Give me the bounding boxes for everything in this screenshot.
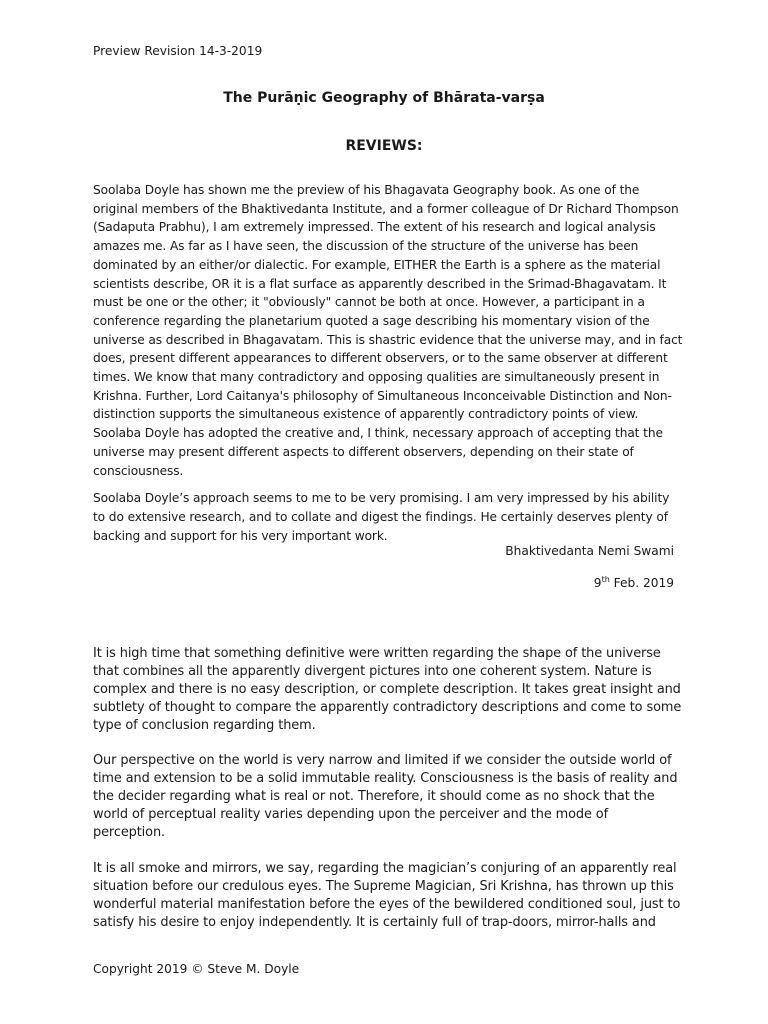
- date-suffix: th: [601, 575, 610, 584]
- review-paragraph: Soolaba Doyle’s approach seems to me to be very promising. I am very impressed by his ability to do extensive research, and to collate and digest the findings. He certainly deserves plenty of backing and support for his very important work.: [93, 491, 670, 543]
- date-month-year: Feb. 2019: [609, 576, 674, 591]
- document-title: The Purāṇic Geography of Bhārata-varṣa: [223, 90, 545, 106]
- review-second: [93, 645, 683, 949]
- reviews-heading: REVIEWS:: [345, 138, 423, 154]
- review-date: [594, 575, 674, 590]
- copyright-footer: Copyright 2019 © Steve M. Doyle: [93, 962, 300, 976]
- review-paragraph: Soolaba Doyle has shown me the preview of his Bhagavata Geography book. As one of the original members of the Bhaktivedanta Institute, and a former colleague of Dr Richard Thompson (Sadaputa Prabhu), I am extremely impressed. The extent of his research and logical analysis amazes me. As far as I have seen, the discussion of the structure of the universe has been dominated by an either/or dialectic. For example, EITHER the Earth is a sphere as the material scientists describe, OR it is a flat surface as apparently described in the Srimad-Bhagavatam. It must be one or the other; it "obviously" cannot be both at once. However, a participant in a conference regarding the planetarium quoted a sage describing his momentary vision of the universe as described in Bhagavatam. This is shastric evidence that the universe may, and in fact does, present different appearances to different observers, or to the same observer at different times. We know that many contradictory and opposing qualities are simultaneously present in Krishna. Further, Lord Caitanya's philosophy of Simultaneous Inconceivable Distinction and Non-distinction supports the simultaneous existence of apparently contradictory points of view. Soolaba Doyle has adopted the creative and, I think, necessary approach of accepting that the universe may present different aspects to different observers, depending on their state of consciousness.: [93, 183, 683, 478]
- revision-header: Preview Revision 14-3-2019: [93, 44, 263, 58]
- review-paragraph: It is all smoke and mirrors, we say, regarding the magician’s conjuring of an apparently real situation before our credulous eyes. The Supreme Magician, Sri Krishna, has thrown up this wonderful material manifestation before the eyes of the bewildered conditioned soul, just to satisfy his desire to enjoy independently. It is certainly full of trap-doors, mirror-halls and: [93, 860, 681, 930]
- review-signature: Bhaktivedanta Nemi Swami: [505, 544, 674, 558]
- review-paragraph: It is high time that something definitive were written regarding the shape of the universe that combines all the apparently divergent pictures into one coherent system. Nature is complex and there is no easy description, or complete description. It takes great insight and subtlety of thought to compare the apparently contradictory descriptions and come to some type of conclusion regarding them.: [93, 646, 682, 733]
- date-day: 9: [593, 576, 602, 591]
- review-nemi-swami: [93, 181, 683, 554]
- review-paragraph: Our perspective on the world is very narrow and limited if we consider the outside world of time and extension to be a solid immutable reality. Consciousness is the basis of reality and the decider regarding what is real or not. Therefore, it should come as no shock that the world of perceptual reality varies depending upon the perceiver and the mode of perception.: [93, 753, 678, 841]
